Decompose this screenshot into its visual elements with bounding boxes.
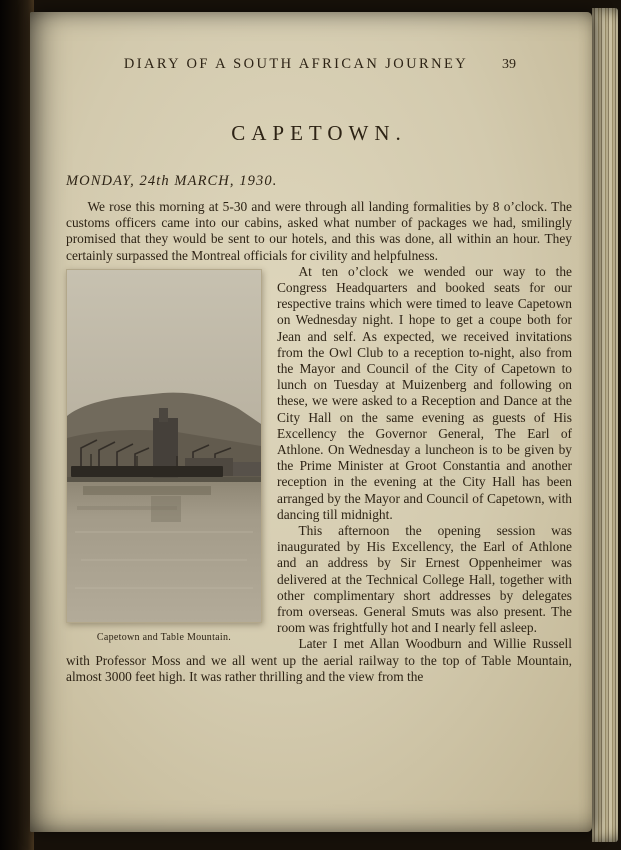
page-edge-stack [592,8,618,842]
paragraph-2: At ten o’clock we wended our way to the Congress Headquarters and booked seats for our respective trains which were timed to leave Capetown on Wednesday night. I hope to get a coupe both for Jean and self. As expected, we received invitations from the Owl Club to a reception to-night, also from the Mayor and Council of the City of Capetown to lunch on Tuesday at Muizenberg and following on these, we were asked to a Reception and Dance at the City Hall on the same evening as guests of His Excellency the Governor General, The Earl of Athlone. On Wednesday a luncheon is to be given by the Prime Minister at Groot Constantia and another reception in the evening at the City Hall has been arranged by the Mayor and Council of Capetown, with dancing till midnight. [277,263,572,522]
book-page [30,12,592,832]
paragraph-4: Later I met Allan Woodburn and Willie Russell with Professor Moss and we all went up the aerial railway to the top of Table Mountain, almost 3000 feet high. It was rather thrilling and the view from the [66,636,572,684]
paragraph-3: This afternoon the opening session was inaugurated by His Excellency, the Earl of Athlone and an address by Sir Ernest Oppenheimer was delivered at the Technical College Hall, together with other complimentary short addresses by delegates from overseas. General Smuts was also present. The room was frightfully hot and I nearly fell asleep. [277,523,572,636]
page-content [66,56,572,685]
page-number: 39 [502,57,516,72]
body-text [66,199,572,685]
photo-frame [66,269,262,623]
header-title: DIARY OF A SOUTH AFRICAN JOURNEY [123,56,469,72]
date-heading: MONDAY, 24th MARCH, 1930. [66,173,278,189]
paragraph-1: We rose this morning at 5-30 and were through all landing formalities by 8 o’clock. The customs officers came into our cabins, asked what number of packages we had, smilingly promised that they would be sent to our hotels, and this was done, all within an hour. They certainly surpassed the Montreal officials for civility and helpfulness. [66,199,572,263]
book-spine [0,0,34,850]
capetown-harbour-photo [67,270,261,622]
running-header [66,56,572,73]
photo-caption: Capetown and Table Mountain. [96,631,232,643]
photo-figure [66,269,262,646]
chapter-title: CAPETOWN. [231,121,407,145]
